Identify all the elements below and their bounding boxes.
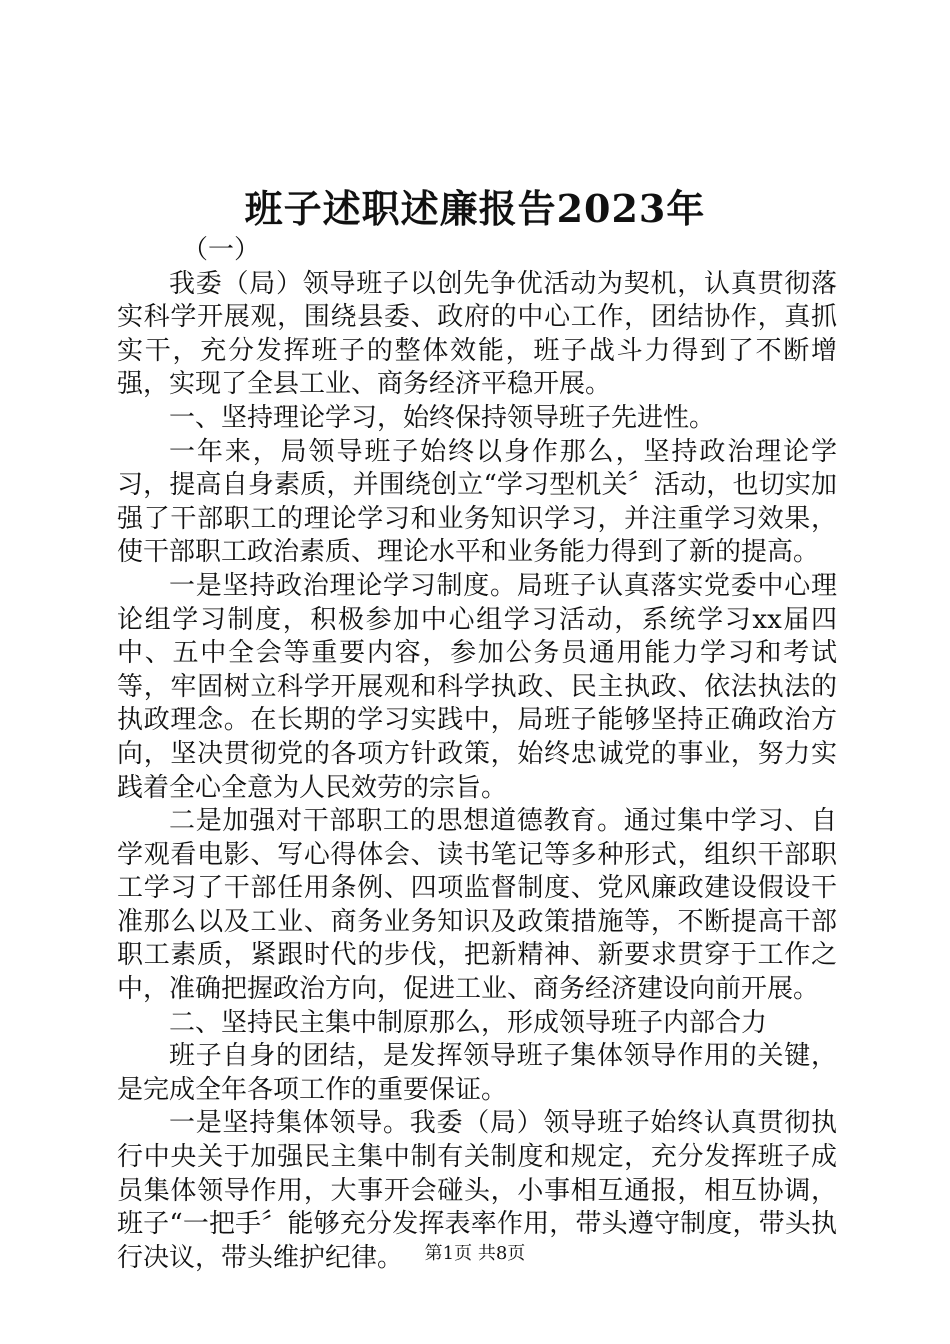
heading-section-1: 一、坚持理论学习，始终保持领导班子先进性。: [169, 402, 716, 433]
paragraph: 一年来，局领导班子始终以身作那么，坚持政治理论学习，提高自身素质，并围绕创立“学习型机关〞活动，也切实加强了干部职工的理论学习和业务知识学习，并注重学习效果，使干部职工政治素质、理论水平和业务能力得到了新的提高。: [117, 436, 837, 568]
page-number-footer: 第1页 共8页: [424, 1243, 526, 1264]
paragraph-intro: 我委（局）领导班子以创先争优活动为契机，认真贯彻落实科学开展观，围绕县委、政府的中心工作，团结协作，真抓实干，充分发挥班子的整体效能，班子战斗力得到了不断增强，实现了全县工业、商务经济平稳开展。: [117, 268, 837, 400]
paragraph: 一是坚持集体领导。我委（局）领导班子始终认真贯彻执行中央关于加强民主集中制有关制度和规定，充分发挥班子成员集体领导作用，大事开会碰头，小事相互通报，相互协调，班子“一把手〞能够充分发挥表率作用，带头遵守制度，带头执行决议，带头维护纪律。: [117, 1108, 837, 1273]
document-title: 班子述职述廉报告2023年: [244, 186, 706, 231]
section-marker: （一）: [182, 235, 261, 265]
heading-section-2: 二、坚持民主集中制原那么，形成领导班子内部合力: [169, 1007, 768, 1038]
paragraph: 班子自身的团结，是发挥领导班子集体领导作用的关键，是完成全年各项工作的重要保证。: [117, 1041, 837, 1105]
paragraph: 一是坚持政治理论学习制度。局班子认真落实党委中心理论组学习制度，积极参加中心组学习活动，系统学习xx届四中、五中全会等重要内容，参加公务员通用能力学习和考试等，牢固树立科学开展观和科学执政、民主执政、依法执法的执政理念。在长期的学习实践中，局班子能够坚持正确政治方向，坚决贯彻党的各项方针政策，始终忠诚党的事业，努力实践着全心全意为人民效劳的宗旨。: [117, 570, 837, 803]
paragraph: 二是加强对干部职工的思想道德教育。通过集中学习、自学观看电影、写心得体会、读书笔记等多种形式，组织干部职工学习了干部任用条例、四项监督制度、党风廉政建设假设干准那么以及工业、商务业务知识及政策措施等，不断提高干部职工素质，紧跟时代的步伐，把新精神、新要求贯穿于工作之中，准确把握政治方向，促进工业、商务经济建设向前开展。: [117, 806, 837, 1005]
document-body: [117, 234, 837, 1275]
